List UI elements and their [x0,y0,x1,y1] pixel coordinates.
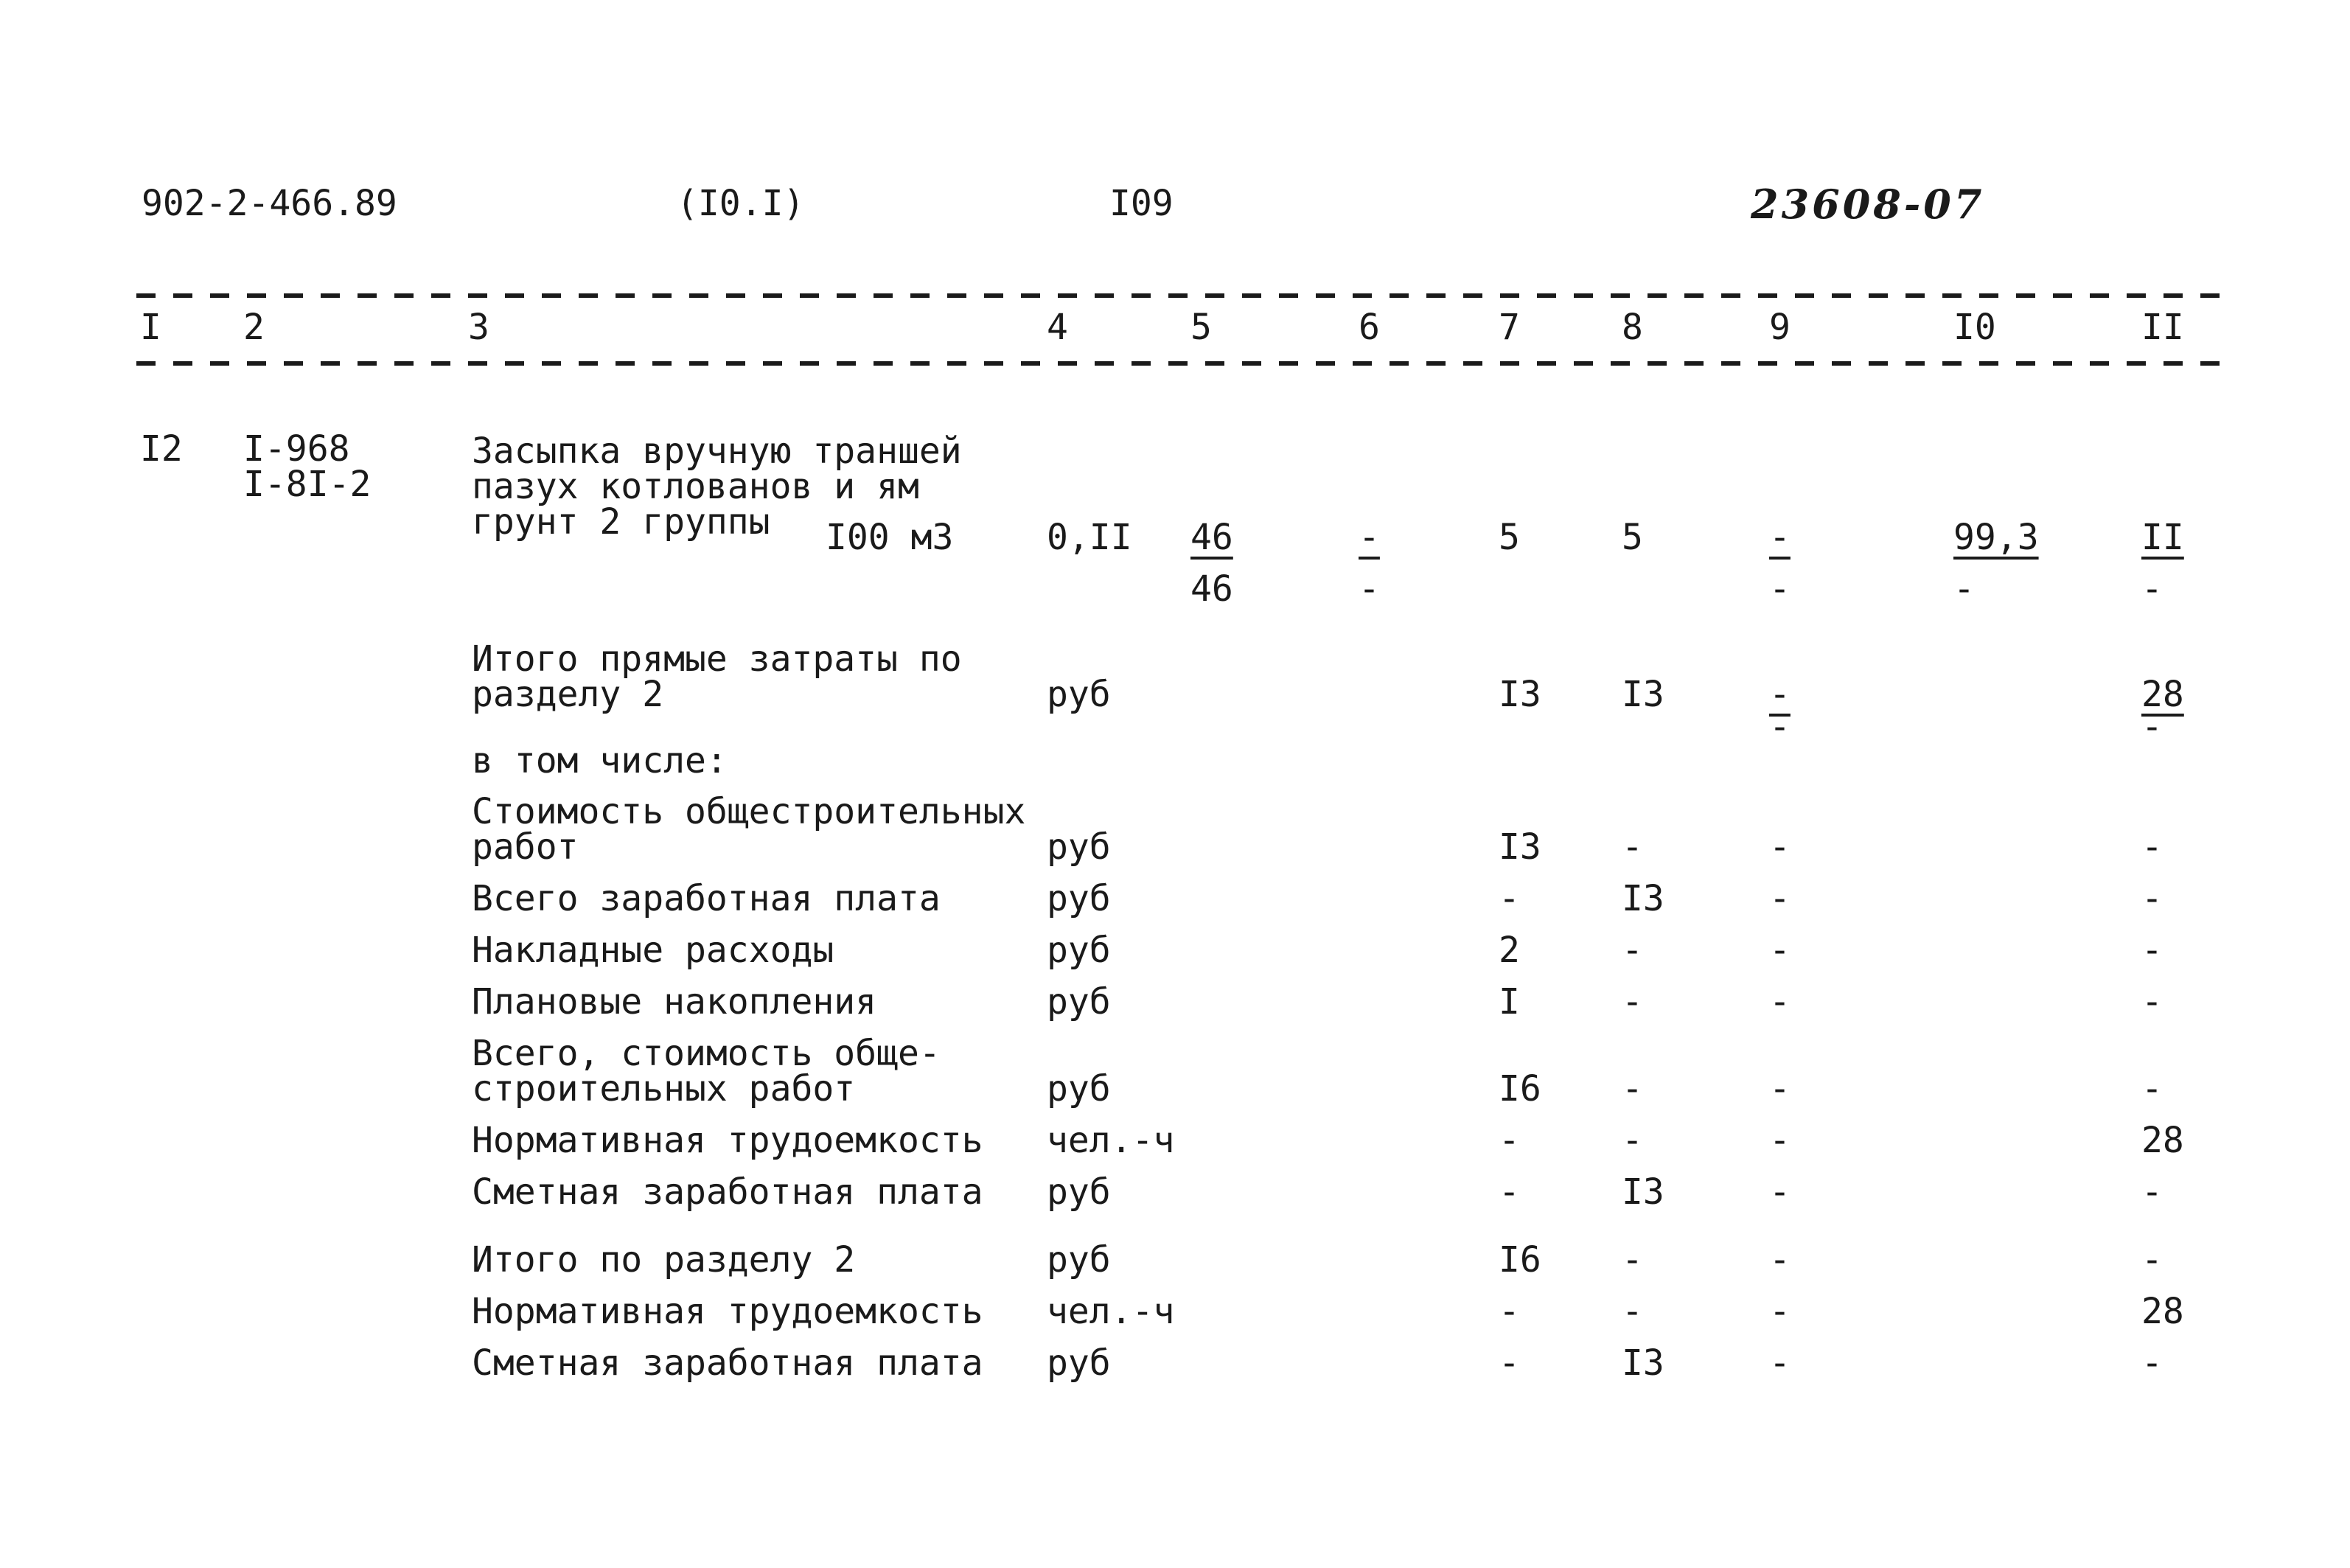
section-number: (I0.I) [677,183,805,224]
total-direct-unit: руб [1047,674,1111,715]
row-3-col11: - [2141,930,2163,971]
row-8-col8: - [1622,1239,1643,1280]
row-9-col11: 28 [2141,1291,2184,1332]
item-col9-bottom: - [1769,568,1791,610]
row-2-label: Всего заработная плата [472,878,941,919]
item-col5-bottom: 46 [1190,568,1233,610]
item-description-line-1: Засыпка вручную траншей [472,431,962,472]
row-1-unit: руб [1047,826,1111,868]
including-label: в том числе: [472,740,728,781]
total-direct-col11-bottom: - [2141,706,2163,748]
row-5-label-line-2: строительных работ [472,1068,856,1109]
row-4-label: Плановые накопления [472,981,877,1022]
row-10-unit: руб [1047,1342,1111,1384]
row-7-unit: руб [1047,1171,1111,1213]
row-8-col11: - [2141,1239,2163,1280]
row-6-col7: - [1499,1120,1520,1161]
row-10-label: Сметная заработная плата [472,1342,983,1384]
row-6-label: Нормативная трудоемкость [472,1120,983,1161]
col-header-4: 4 [1047,307,1068,348]
item-code-2: I-8I-2 [243,464,372,505]
item-col6-top: - [1359,517,1380,558]
row-3-unit: руб [1047,930,1111,971]
row-9-col9: - [1769,1291,1791,1332]
row-3-col7: 2 [1499,930,1520,971]
row-10-col7: - [1499,1342,1520,1384]
total-direct-col8: I3 [1622,674,1664,715]
col-header-5: 5 [1190,307,1212,348]
row-2-col8: I3 [1622,878,1664,919]
document-code: 902-2-466.89 [142,183,397,224]
row-7-col8: I3 [1622,1171,1664,1213]
row-2-col7: - [1499,878,1520,919]
row-7-col9: - [1769,1171,1791,1213]
col-header-11: II [2141,307,2184,348]
item-description-line-2: пазух котлованов и ям [472,466,919,507]
row-7-label: Сметная заработная плата [472,1171,983,1213]
item-col8: 5 [1622,517,1643,558]
row-1-label-line-1: Стоимость общестроительных [472,791,1026,832]
row-10-col8: I3 [1622,1342,1664,1384]
col-header-9: 9 [1769,307,1791,348]
row-1-col7: I3 [1499,826,1541,868]
row-1-col8: - [1622,826,1643,868]
row-10-col9: - [1769,1342,1791,1384]
row-9-col7: - [1499,1291,1520,1332]
row-5-unit: руб [1047,1068,1111,1109]
row-3-label: Накладные расходы [472,930,834,971]
total-direct-col9-top: - [1769,674,1791,715]
row-5-col11: - [2141,1068,2163,1109]
col-header-8: 8 [1622,307,1643,348]
row-8-col9: - [1769,1239,1791,1280]
item-description-line-3: грунт 2 группы [472,501,770,543]
row-9-col8: - [1622,1291,1643,1332]
row-1-col11: - [2141,826,2163,868]
item-col10-top: 99,3 [1953,517,2039,558]
header-rule-bottom [136,361,2226,366]
total-direct-line-2: разделу 2 [472,674,664,715]
header-rule-top [136,293,2226,298]
item-code-1: I-968 [243,428,350,470]
row-4-col11: - [2141,981,2163,1022]
row-5-col9: - [1769,1068,1791,1109]
row-5-col7: I6 [1499,1068,1541,1109]
total-direct-col9-bottom: - [1769,706,1791,748]
row-6-unit: чел.-ч [1047,1120,1175,1161]
row-8-label: Итого по разделу 2 [472,1239,856,1280]
col-header-1: I [140,307,161,348]
row-10-col11: - [2141,1342,2163,1384]
item-col9-top: - [1769,517,1791,558]
row-6-col8: - [1622,1120,1643,1161]
row-6-col9: - [1769,1120,1791,1161]
item-col7: 5 [1499,517,1520,558]
row-7-col11: - [2141,1171,2163,1213]
col-header-10: I0 [1953,307,1996,348]
page-number: I09 [1109,183,1174,224]
col-header-6: 6 [1359,307,1380,348]
row-5-col8: - [1622,1068,1643,1109]
row-2-col9: - [1769,878,1791,919]
row-7-col7: - [1499,1171,1520,1213]
row-4-unit: руб [1047,981,1111,1022]
item-row-number: I2 [140,428,183,470]
row-2-col11: - [2141,878,2163,919]
total-direct-col11-top: 28 [2141,674,2184,715]
row-2-unit: руб [1047,878,1111,919]
item-col11-bottom: - [2141,568,2163,610]
item-col6-bottom: - [1359,568,1380,610]
row-4-col9: - [1769,981,1791,1022]
row-8-unit: руб [1047,1239,1111,1280]
row-8-col7: I6 [1499,1239,1541,1280]
row-4-col8: - [1622,981,1643,1022]
row-1-label-line-2: работ [472,826,579,868]
row-3-col8: - [1622,930,1643,971]
item-col5-top: 46 [1190,517,1233,558]
col-header-2: 2 [243,307,265,348]
row-9-label: Нормативная трудоемкость [472,1291,983,1332]
item-col11-top: II [2141,517,2184,558]
col-header-7: 7 [1499,307,1520,348]
row-4-col7: I [1499,981,1520,1022]
handwritten-stamp: 23608-07 [1751,181,1985,228]
row-3-col9: - [1769,930,1791,971]
item-quantity: 0,II [1047,517,1132,558]
row-5-label-line-1: Всего, стоимость обще- [472,1033,941,1074]
total-direct-col7: I3 [1499,674,1541,715]
row-9-unit: чел.-ч [1047,1291,1175,1332]
item-col10-bottom: - [1953,568,1975,610]
item-unit: I00 м3 [826,517,954,558]
col-header-3: 3 [468,307,489,348]
row-6-col11: 28 [2141,1120,2184,1161]
row-1-col9: - [1769,826,1791,868]
total-direct-line-1: Итого прямые затраты по [472,638,962,680]
